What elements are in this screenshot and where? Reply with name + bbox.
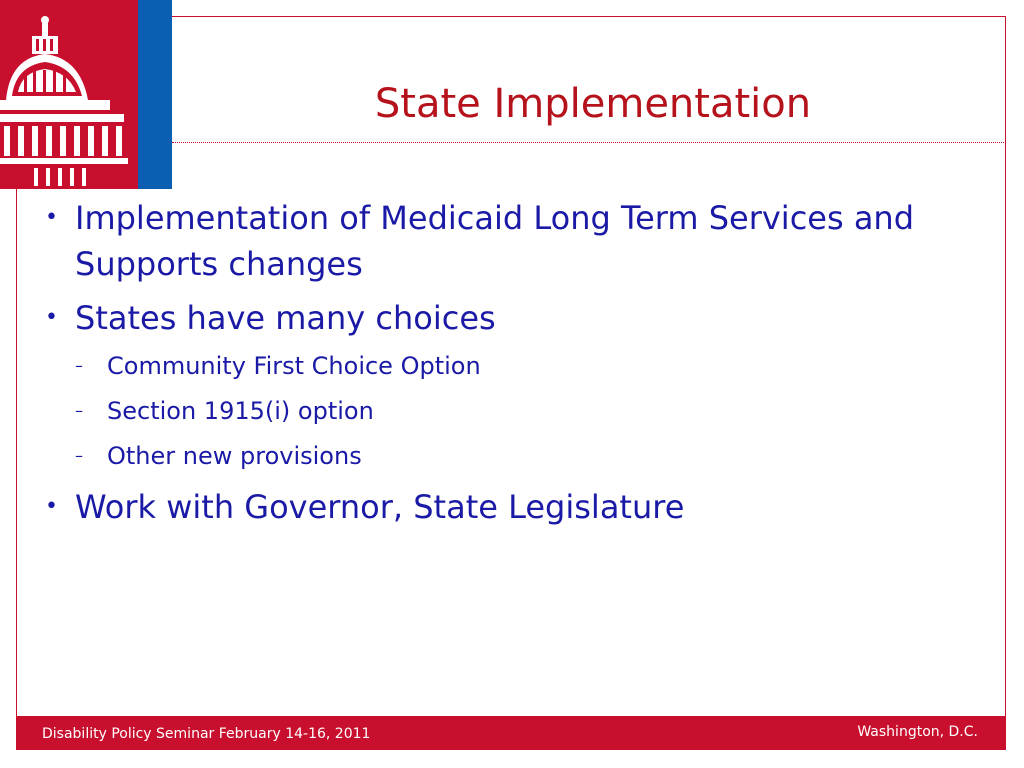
bullet-text: Work with Governor, State Legislature <box>75 488 685 526</box>
dash-icon: – <box>75 356 83 375</box>
bullet-item <box>45 195 990 287</box>
sub-bullet-text: Other new provisions <box>107 442 362 470</box>
slide-title: State Implementation <box>374 81 812 127</box>
dash-icon: – <box>75 446 83 465</box>
slide-content <box>45 195 990 538</box>
logo-block <box>0 0 172 189</box>
bullet-dot-icon: • <box>45 305 58 330</box>
sub-bullet-item <box>45 439 990 473</box>
capitol-dome-icon <box>0 0 172 189</box>
sub-bullet-text: Community First Choice Option <box>107 352 481 380</box>
sub-bullet-text: Section 1915(i) option <box>107 397 374 425</box>
sub-bullet-item <box>45 394 990 428</box>
bullet-text: Implementation of Medicaid Long Term Services and Supports changes <box>75 199 915 283</box>
footer-location-text: Washington, D.C. <box>857 724 978 740</box>
bullet-dot-icon: • <box>45 494 58 519</box>
footer-event-text: Disability Policy Seminar February 14-16, 2011 <box>42 726 371 742</box>
bullet-item <box>45 484 990 530</box>
footer-bar <box>16 716 1006 750</box>
bullet-dot-icon: • <box>45 205 58 230</box>
bullet-text: States have many choices <box>75 299 496 337</box>
bullet-item <box>45 295 990 341</box>
sub-bullet-item <box>45 349 990 383</box>
title-divider <box>172 142 1006 143</box>
dash-icon: – <box>75 401 83 420</box>
